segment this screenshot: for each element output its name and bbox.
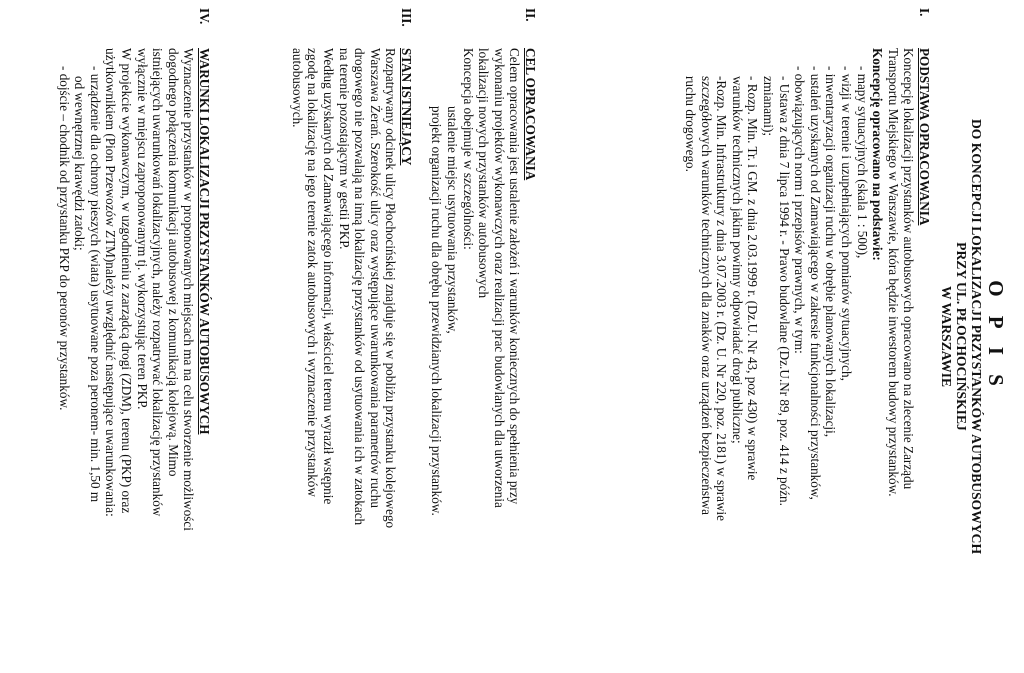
section-number: IV. bbox=[197, 8, 212, 25]
paragraph-line: użytkownikiem (Pion Przewozów ZTM)należy uwzględnić następujące uwarunkowania: bbox=[103, 48, 119, 517]
document-header bbox=[939, 0, 1008, 673]
paragraph-line: dogodnego połączenia komunikacji autobusowej z komunikacją kolejową. Mimo bbox=[165, 48, 181, 477]
paragraph-line: Celem opracowania jest ustalenie założeń i warunków koniecznych do spełnienia przy bbox=[507, 48, 523, 505]
paragraph-line: wykonaniu projektów wykonawczych oraz realizacji prac budowlanych dla utworzenia bbox=[491, 48, 507, 508]
section-title: CEL OPRACOWANIA bbox=[523, 48, 538, 181]
paragraph-line: Koncepcja obejmuje w szczególności: bbox=[460, 48, 476, 250]
list-item: - dojście – chodnik od przystanku PKP do peronów przystanków. bbox=[56, 66, 72, 411]
paragraph-line: ruchu drogowego. bbox=[683, 76, 699, 172]
section-number: I. bbox=[917, 8, 932, 17]
section-title: WARUNKI LOKALIZACJI PRZYSTANKÓW AUTOBUSOWYCH bbox=[197, 48, 212, 435]
paragraph-line: Rozpatrywany odcinek ulicy Płochocińskiej znajduje się w pobliżu przystanku kolejowego bbox=[383, 48, 399, 529]
document-subtitle-line: DO KONCEPCJI LOKALIZACJI PRZYSTANKÓW AUTOBUSOWYCH bbox=[969, 118, 984, 555]
paragraph-line: drogowego nie pozwalają na inną lokalizację przystanków od usytuowania ich w zatokach bbox=[352, 48, 368, 526]
document-subtitle-line: W WARSZAWIE bbox=[939, 285, 954, 388]
paragraph-line: autobusowych. bbox=[289, 48, 305, 128]
list-item: - urządzenie dla ochrony pieszych (wiata) usytuowane poza peronem- min. 1,50 m bbox=[87, 66, 103, 503]
paragraph-line: zgodę na lokalizację na jego terenie zatok autobusowych i wyznaczenie przystanków bbox=[305, 48, 321, 497]
list-item: - inwentaryzacji organizacji ruchu w obrębie planowanych lokalizacji, bbox=[823, 66, 839, 438]
document-subtitle-line: PRZY UL. PŁOCHOCIŃSKIEJ bbox=[954, 242, 969, 431]
list-item: - mapy sytuacyjnych (skala 1 : 500), bbox=[854, 66, 870, 259]
paragraph-line: warunków technicznych jakim powinny odpowiadać drogi publiczne; bbox=[729, 76, 745, 444]
paragraph-line: W projekcie wykonawczym, w uzgodnieniu z zarządcą drogi (ZDM), terenu (PKP) oraz bbox=[119, 48, 135, 514]
paragraph-line: szczegółowych warunków technicznych dla znaków oraz urządzeń bezpieczeństwa bbox=[698, 76, 714, 515]
paragraph-line: istniejących uwarunkowań lokalizacyjnych, należy rozpatrywać lokalizację przystanków bbox=[150, 48, 166, 517]
paragraph-line: Transportu Miejskiego w Warszawie, która będzie inwestorem budowy przystanków. bbox=[885, 48, 901, 497]
list-item: -Rozp. Min. Infrastruktury z dnia 3.07.2003 r. (Dz. U. Nr 220, poz. 2181) w sprawie bbox=[714, 76, 730, 521]
list-item: - Rozp. Min. Tr. i GM. z dnia 2.03.1999 r. (Dz.U. Nr 43, poz 430) w sprawie bbox=[745, 76, 761, 481]
paragraph-line: zmianami); bbox=[761, 76, 777, 137]
paragraph-line: Według uzyskanych od Zamawiającego informacji, właściciel terenu wyraził wstępnie bbox=[321, 48, 337, 505]
list-item: - wizji w terenie i uzupełniających pomiarów sytuacyjnych, bbox=[839, 66, 855, 381]
paragraph-line: Wyznaczenie przystanków w proponowanych miejscach ma na celu stworzenie możliwości bbox=[181, 48, 197, 531]
list-item: - Ustawa z dnia 7 lipca 1994 r. - Prawo budowlane (Dz.U.Nr 89, poz. 414 z późn. bbox=[776, 76, 792, 506]
paragraph-line: na terenie pozostającym w gestii PKP. bbox=[336, 48, 352, 250]
paragraph-line: lokalizacji nowych przystanków autobusowych bbox=[476, 48, 492, 299]
list-item: - ustaleń uzyskanych od Zamawiającego w zakresie funkcjonalności przystanków, bbox=[807, 66, 823, 500]
list-item: projekt organizacji ruchu dla obrębu przewidzianych lokalizacji przystanków. bbox=[429, 106, 445, 516]
section-title: STAN ISTNIEJĄCY bbox=[399, 48, 414, 166]
paragraph-line: Koncepcję lokalizacji przystanków autobusowych opracowano na zlecenie Zarządu bbox=[901, 48, 917, 490]
section-number: III. bbox=[399, 8, 414, 27]
list-item: - obowiązujących norm i przepisów prawnych, w tym: bbox=[792, 66, 808, 354]
document-title: O P I S bbox=[984, 280, 1008, 393]
list-item: ustalenie miejsc usytuowania przystanków, bbox=[445, 106, 461, 334]
paragraph-line: od wewnętrznej krawędzi zatoki; bbox=[72, 76, 88, 251]
section-title: PODSTAWA OPRACOWANIA bbox=[917, 48, 932, 226]
paragraph-line: Warszawa Żerań. Szerokość ulicy oraz występujące uwarunkowania parametrów ruchu bbox=[367, 48, 383, 508]
paragraph-line: Koncepcję opracowano na podstawie: bbox=[870, 48, 886, 261]
paragraph-line: wyłącznie w miejscu zaproponowanym tj. wykorzystując teren PKP. bbox=[134, 48, 150, 410]
section-number: II. bbox=[523, 8, 538, 22]
